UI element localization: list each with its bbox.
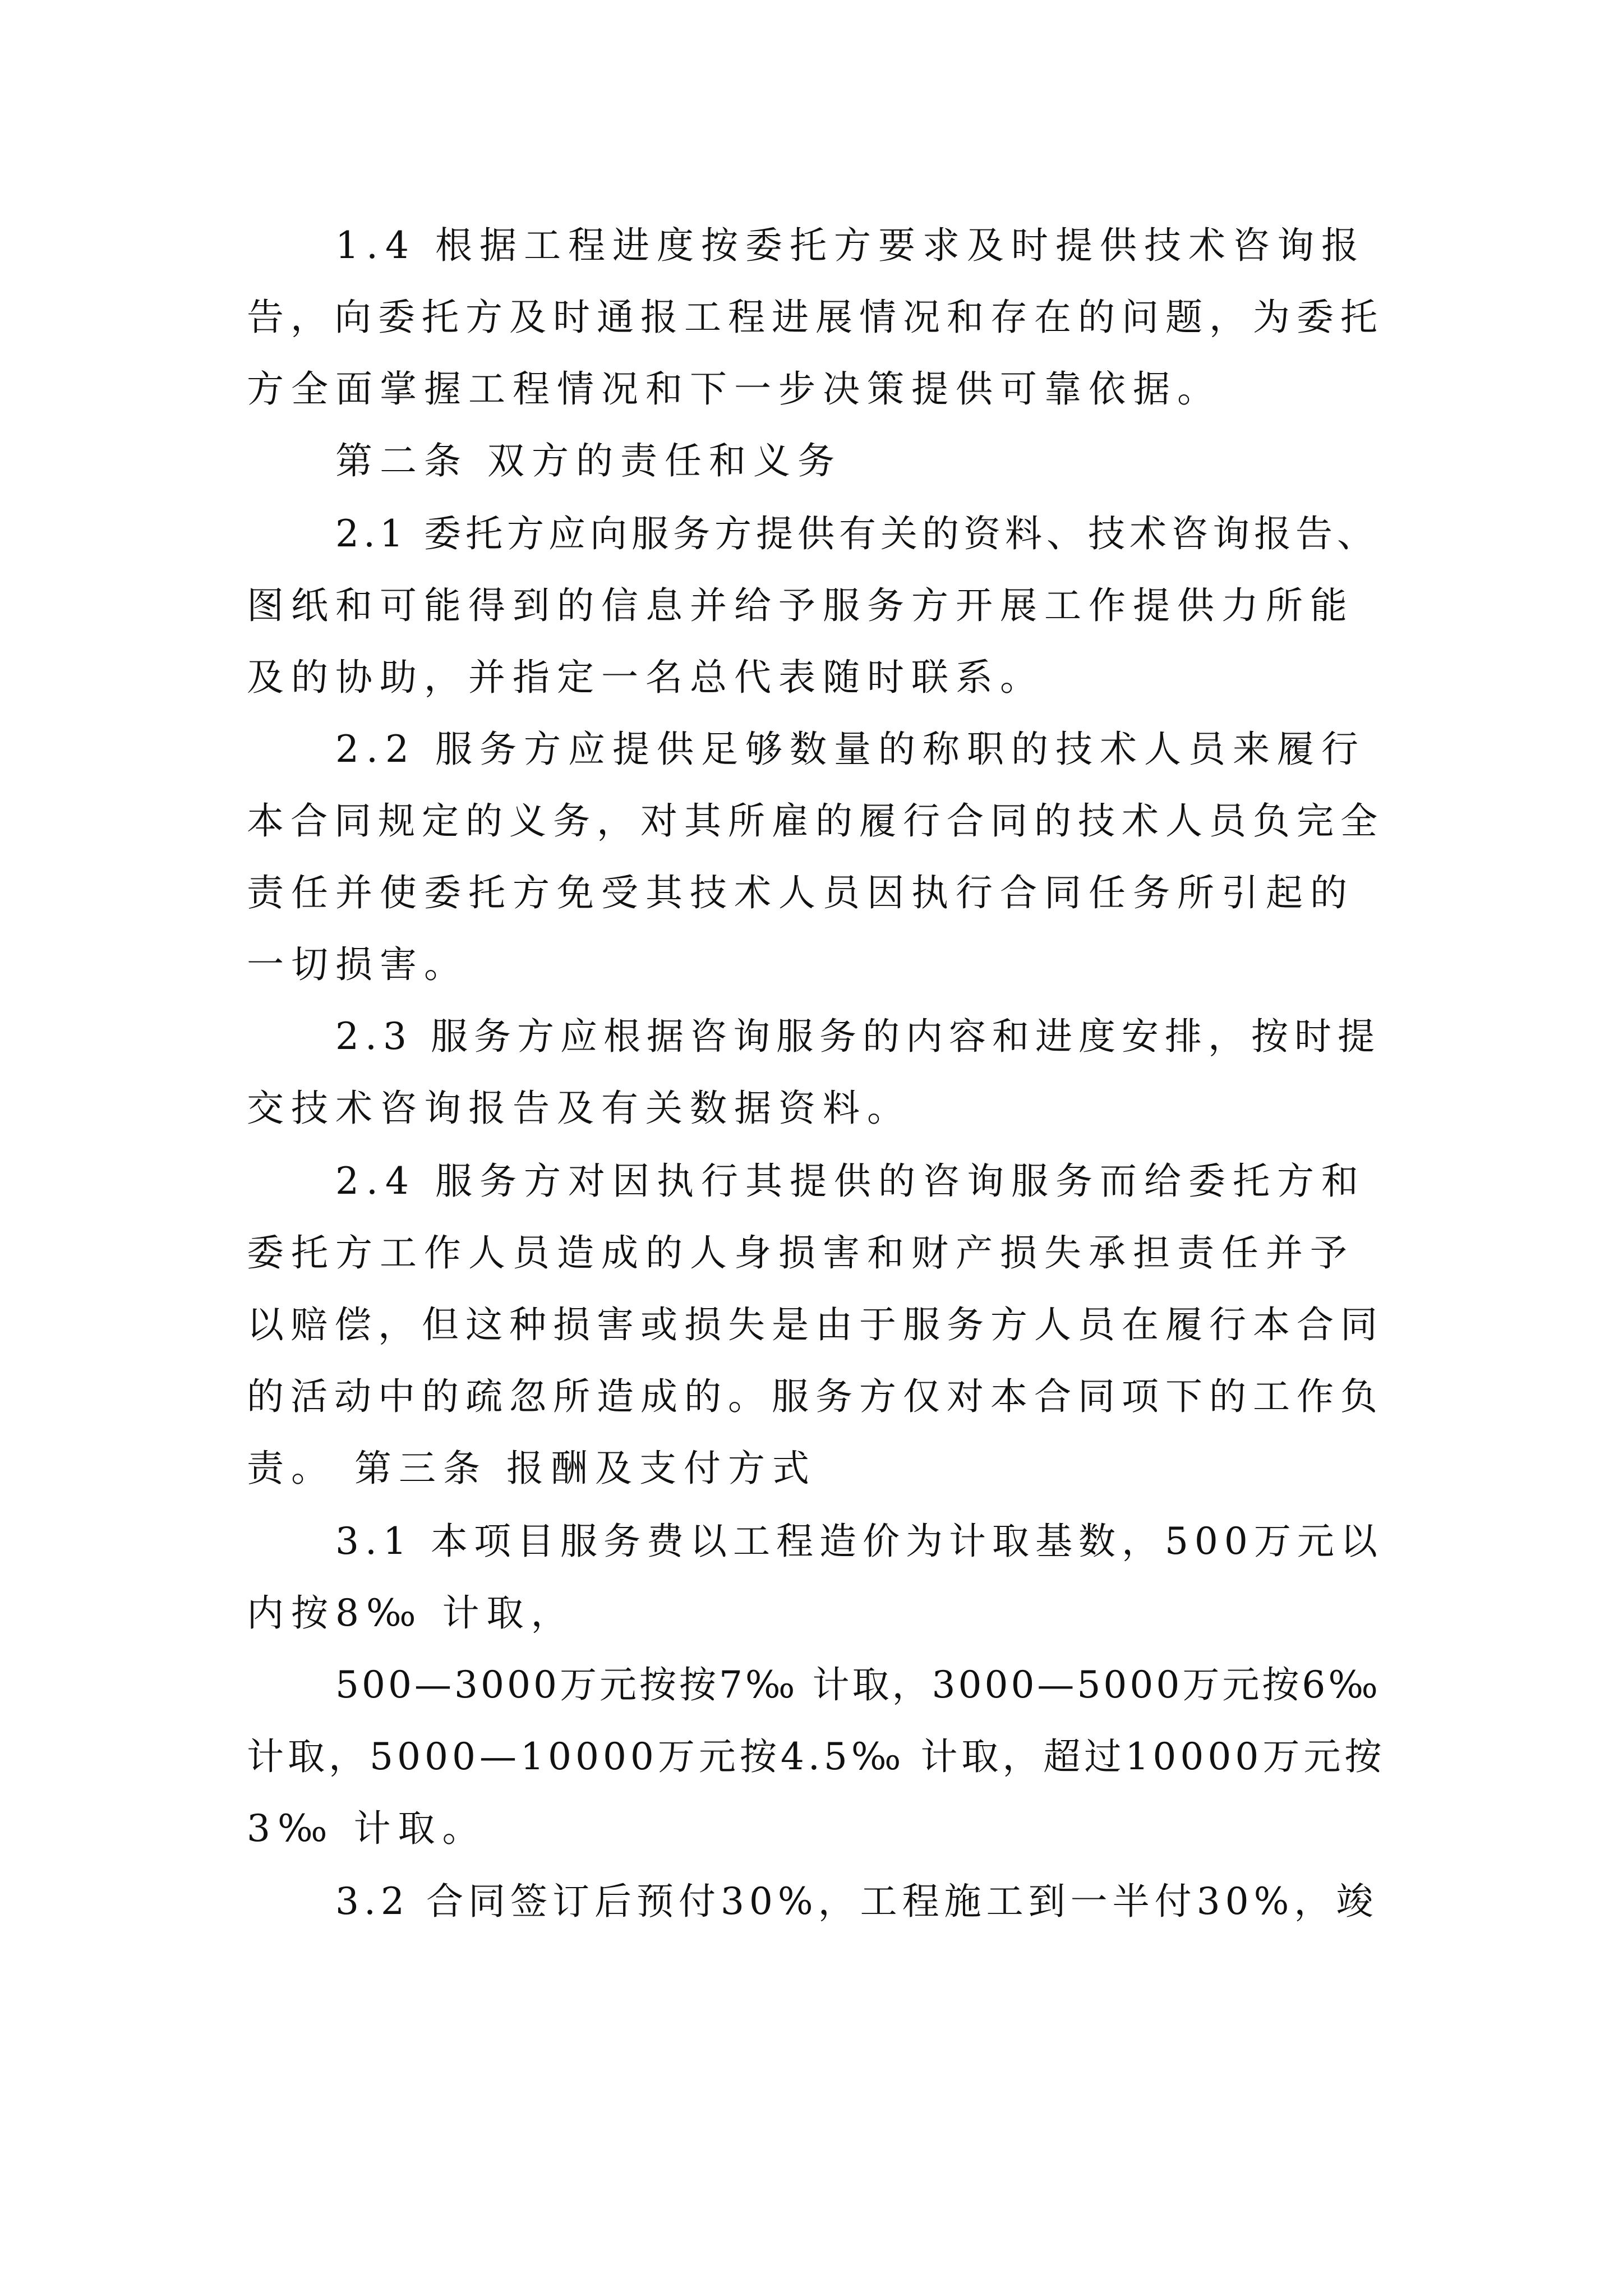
- clause-1-4-line-3: 方全面掌握工程情况和下一步决策提供可靠依据。: [247, 367, 1221, 411]
- clause-2-4-line-2: 委托方工作人员造成的人身损害和财产损失承担责任并予: [247, 1231, 1354, 1274]
- clause-2-4-line-1: 2.4 服务方对因执行其提供的咨询服务而给委托方和: [335, 1159, 1366, 1203]
- clause-3-1-line-4: 计取，5000—10000万元按4.5‰ 计取，超过10000万元按: [247, 1735, 1386, 1778]
- clause-2-2-line-3: 责任并使委托方免受其技术人员因执行合同任务所引起的: [247, 871, 1354, 914]
- clause-3-1-line-5: 3‰ 计取。: [247, 1807, 487, 1850]
- clause-3-1-line-1: 3.1 本项目服务费以工程造价为计取基数，500万元以: [335, 1520, 1384, 1563]
- clause-2-4-line-4: 的活动中的疏忽所造成的。服务方仅对本合同项下的工作负: [247, 1375, 1384, 1418]
- clause-2-2-line-1: 2.2 服务方应提供足够数量的称职的技术人员来履行: [335, 728, 1366, 771]
- clause-2-1-line-3: 及的协助，并指定一名总代表随时联系。: [247, 656, 1044, 699]
- clause-3-1-line-2: 内按8‰ 计取，: [247, 1591, 575, 1635]
- clause-2-2-line-4: 一切损害。: [247, 943, 468, 986]
- clause-3-1-line-3: 500—3000万元按按7‰ 计取，3000—5000万元按6‰: [335, 1663, 1381, 1706]
- clause-2-4-line-5-article-3-heading: 责。 第三条 报酬及支付方式: [247, 1447, 817, 1490]
- clause-2-3-line-2: 交技术咨询报告及有关数据资料。: [247, 1087, 911, 1130]
- clause-3-2-line-1: 3.2 合同签订后预付30%，工程施工到一半付30%，竣: [335, 1880, 1378, 1923]
- clause-2-2-line-2: 本合同规定的义务，对其所雇的履行合同的技术人员负完全: [247, 799, 1384, 843]
- clause-2-1-line-2: 图纸和可能得到的信息并给予服务方开展工作提供力所能: [247, 584, 1354, 627]
- clause-2-3-line-1: 2.3 服务方应根据咨询服务的内容和进度安排，按时提: [335, 1015, 1381, 1058]
- article-2-heading: 第二条 双方的责任和义务: [335, 439, 842, 482]
- clause-2-1-line-1: 2.1 委托方应向服务方提供有关的资料、技术咨询报告、: [335, 512, 1378, 555]
- clause-2-4-line-3: 以赔偿，但这种损害或损失是由于服务方人员在履行本合同: [247, 1303, 1384, 1346]
- clause-1-4-line-1: 1.4 根据工程进度按委托方要求及时提供技术咨询报: [335, 224, 1366, 267]
- clause-1-4-line-2: 告，向委托方及时通报工程进展情况和存在的问题，为委托: [247, 296, 1384, 339]
